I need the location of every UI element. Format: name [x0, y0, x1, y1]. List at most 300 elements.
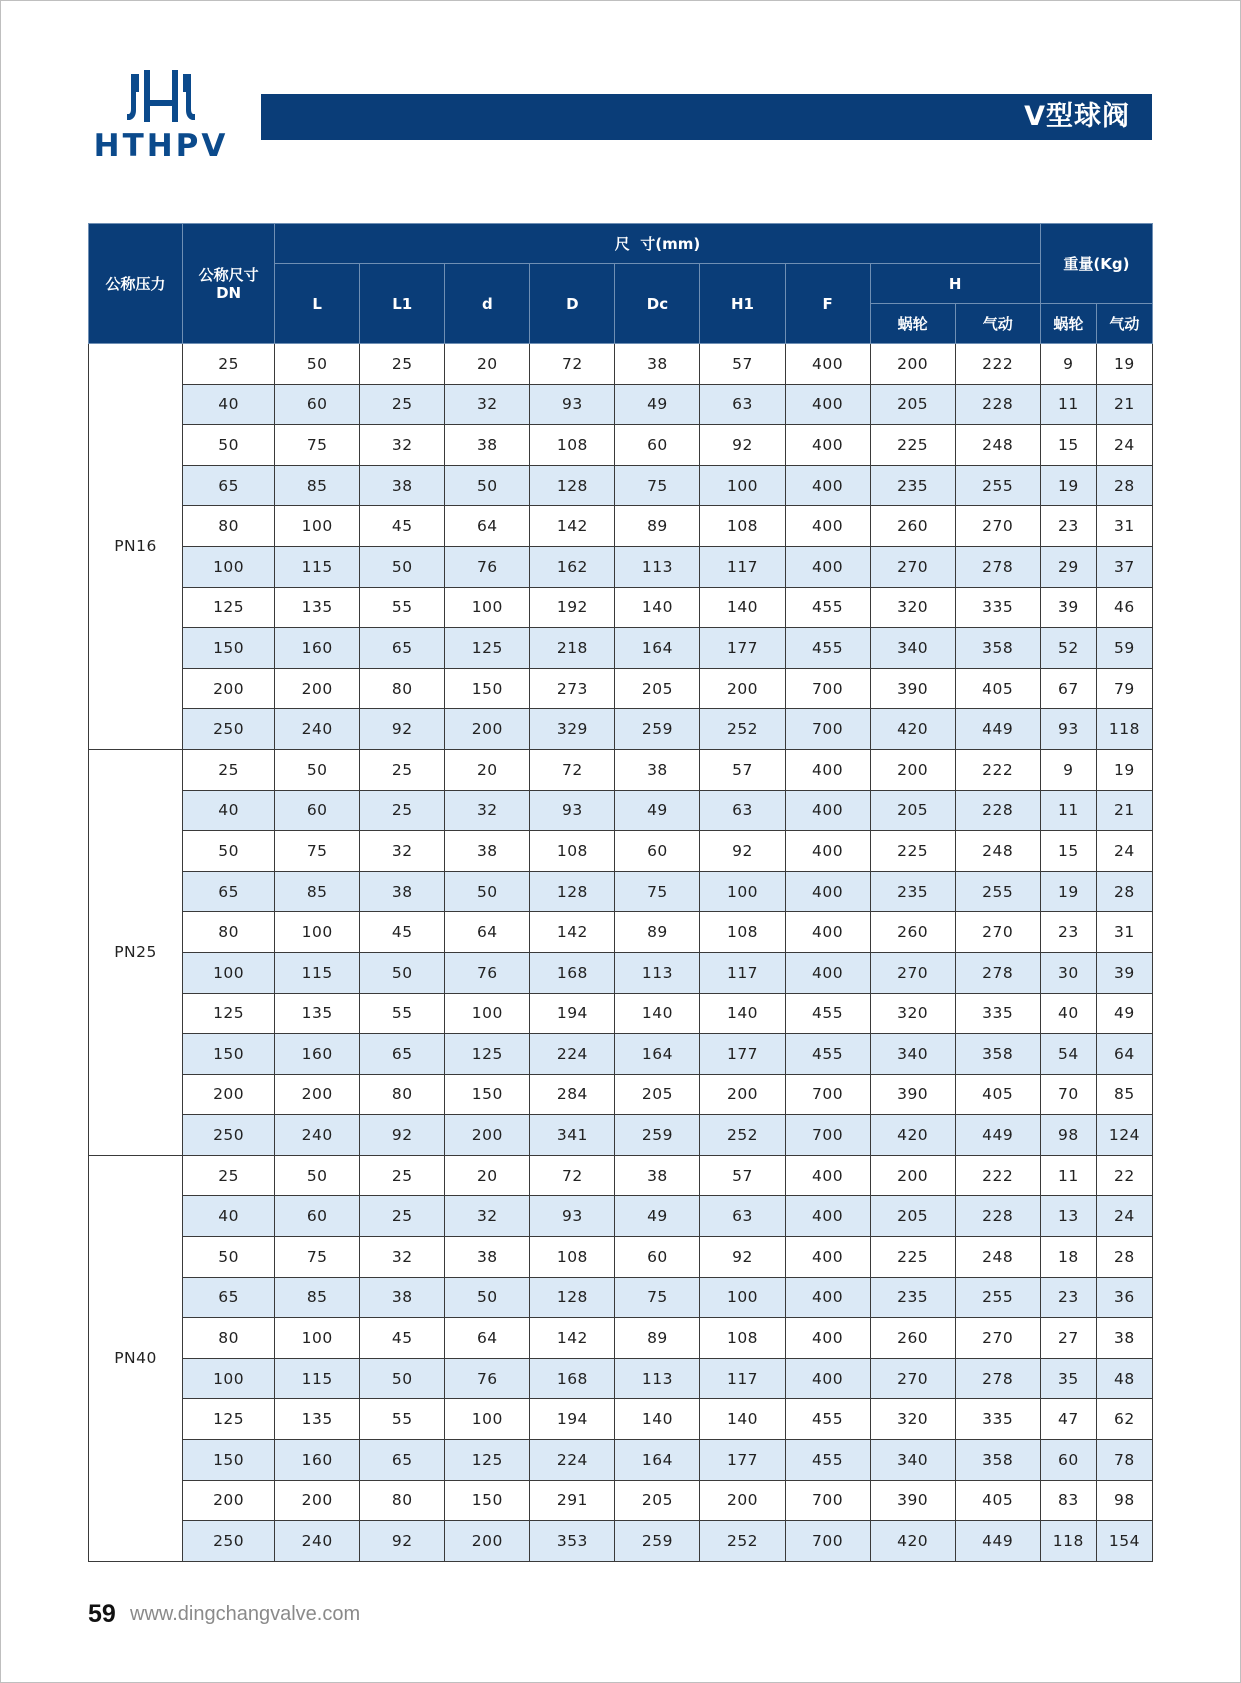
table-cell: 65 [183, 871, 275, 912]
table-cell: 75 [615, 1277, 700, 1318]
table-cell: 38 [615, 344, 700, 385]
table-cell: 140 [700, 587, 785, 628]
table-cell: 140 [700, 1399, 785, 1440]
table-cell: 20 [445, 749, 530, 790]
table-cell: 278 [955, 1358, 1040, 1399]
table-cell: 320 [870, 993, 955, 1034]
table-cell: 64 [445, 506, 530, 547]
table-row [89, 506, 1153, 547]
table-cell: 108 [700, 1318, 785, 1359]
table-cell: 11 [1040, 790, 1096, 831]
table-cell: 222 [955, 344, 1040, 385]
table-cell: 455 [785, 587, 870, 628]
table-cell: 113 [615, 952, 700, 993]
table-cell: 222 [955, 1155, 1040, 1196]
table-cell: 250 [183, 1115, 275, 1156]
page-title: V型球阀 [1024, 101, 1130, 132]
table-cell: 449 [955, 709, 1040, 750]
table-cell: 93 [530, 1196, 615, 1237]
logo-text: HTHPV [93, 128, 229, 164]
table-cell: 100 [445, 993, 530, 1034]
table-cell: 270 [870, 952, 955, 993]
table-cell: 400 [785, 506, 870, 547]
table-cell: 49 [1096, 993, 1152, 1034]
table-cell: 92 [700, 1237, 785, 1278]
table-cell: 100 [275, 506, 360, 547]
table-cell: 218 [530, 628, 615, 669]
table-cell: 31 [1096, 506, 1152, 547]
table-cell: 192 [530, 587, 615, 628]
table-cell: 63 [700, 790, 785, 831]
table-cell: 108 [530, 1237, 615, 1278]
header-W-pneu: 气动 [1096, 304, 1152, 344]
table-row [89, 1155, 1153, 1196]
table-row [89, 831, 1153, 872]
table-cell: 38 [360, 465, 445, 506]
table-cell: 400 [785, 546, 870, 587]
table-cell: 100 [183, 952, 275, 993]
table-cell: 80 [360, 1074, 445, 1115]
table-cell: 400 [785, 1318, 870, 1359]
table-cell: 85 [1096, 1074, 1152, 1115]
table-cell: 200 [870, 1155, 955, 1196]
table-cell: 125 [183, 993, 275, 1034]
table-cell: 194 [530, 993, 615, 1034]
table-cell: 60 [615, 1237, 700, 1278]
table-cell: 205 [615, 668, 700, 709]
table-cell: 390 [870, 1480, 955, 1521]
table-cell: 92 [700, 425, 785, 466]
header-dn-line2: DN [216, 283, 242, 302]
table-row [89, 912, 1153, 953]
table-cell: 400 [785, 831, 870, 872]
table-cell: 100 [275, 912, 360, 953]
table-cell: 228 [955, 1196, 1040, 1237]
table-cell: 98 [1096, 1480, 1152, 1521]
table-cell: 224 [530, 1440, 615, 1481]
table-cell: 405 [955, 1074, 1040, 1115]
table-cell: 260 [870, 506, 955, 547]
table-cell: 98 [1040, 1115, 1096, 1156]
table-cell: 235 [870, 465, 955, 506]
table-cell: 400 [785, 1196, 870, 1237]
table-cell: 335 [955, 587, 1040, 628]
table-cell: 38 [445, 425, 530, 466]
table-cell: 55 [360, 993, 445, 1034]
table-row [89, 587, 1153, 628]
table-cell: 24 [1096, 425, 1152, 466]
header-L: L [275, 264, 360, 344]
table-cell: 25 [360, 749, 445, 790]
table-cell: 48 [1096, 1358, 1152, 1399]
logo-mark-icon [86, 70, 236, 128]
table-cell: 76 [445, 952, 530, 993]
header-d: d [445, 264, 530, 344]
table-cell: 125 [445, 628, 530, 669]
table-cell: 177 [700, 1440, 785, 1481]
table-cell: 160 [275, 1034, 360, 1075]
table-cell: 54 [1040, 1034, 1096, 1075]
table-cell: 390 [870, 668, 955, 709]
table-cell: 40 [183, 790, 275, 831]
table-cell: 62 [1096, 1399, 1152, 1440]
table-cell: 22 [1096, 1155, 1152, 1196]
table-cell: 108 [700, 912, 785, 953]
table-cell: 50 [183, 831, 275, 872]
table-cell: 25 [360, 384, 445, 425]
table-cell: 85 [275, 871, 360, 912]
table-cell: 25 [360, 344, 445, 385]
table-cell: 31 [1096, 912, 1152, 953]
table-cell: 160 [275, 1440, 360, 1481]
table-cell: 19 [1096, 344, 1152, 385]
table-cell: 235 [870, 871, 955, 912]
table-cell: 49 [615, 1196, 700, 1237]
table-cell: 140 [615, 993, 700, 1034]
table-cell: 24 [1096, 1196, 1152, 1237]
table-cell: 32 [445, 384, 530, 425]
table-cell: 420 [870, 709, 955, 750]
table-cell: 80 [183, 912, 275, 953]
table-cell: 140 [615, 587, 700, 628]
table-cell: 353 [530, 1521, 615, 1562]
table-cell: 200 [445, 709, 530, 750]
table-cell: 38 [615, 749, 700, 790]
table-cell: 270 [870, 546, 955, 587]
table-cell: 64 [1096, 1034, 1152, 1075]
table-cell: 19 [1040, 871, 1096, 912]
table-cell: 57 [700, 749, 785, 790]
table-row [89, 709, 1153, 750]
table-cell: 455 [785, 1034, 870, 1075]
table-cell: 255 [955, 871, 1040, 912]
table-cell: 455 [785, 628, 870, 669]
table-cell: 335 [955, 993, 1040, 1034]
table-cell: 205 [615, 1480, 700, 1521]
table-cell: 20 [445, 1155, 530, 1196]
table-cell: 72 [530, 749, 615, 790]
header-H1: H1 [700, 264, 785, 344]
table-cell: 200 [700, 1074, 785, 1115]
table-cell: 194 [530, 1399, 615, 1440]
table-cell: 92 [360, 1521, 445, 1562]
table-cell: 60 [275, 790, 360, 831]
table-cell: 125 [445, 1034, 530, 1075]
table-cell: 108 [530, 425, 615, 466]
table-cell: 36 [1096, 1277, 1152, 1318]
table-cell: 200 [275, 1480, 360, 1521]
table-cell: 46 [1096, 587, 1152, 628]
table-cell: 240 [275, 1521, 360, 1562]
table-cell: 117 [700, 952, 785, 993]
table-cell: 25 [183, 1155, 275, 1196]
table-cell: 52 [1040, 628, 1096, 669]
table-cell: 45 [360, 912, 445, 953]
table-cell: 25 [183, 749, 275, 790]
table-row [89, 1358, 1153, 1399]
table-cell: 30 [1040, 952, 1096, 993]
table-cell: 449 [955, 1115, 1040, 1156]
table-cell: 270 [955, 506, 1040, 547]
table-cell: 115 [275, 952, 360, 993]
table-cell: 125 [183, 1399, 275, 1440]
table-cell: 113 [615, 546, 700, 587]
table-cell: 37 [1096, 546, 1152, 587]
table-cell: 13 [1040, 1196, 1096, 1237]
table-cell: 40 [183, 384, 275, 425]
table-cell: 50 [183, 425, 275, 466]
table-cell: 50 [183, 1237, 275, 1278]
table-cell: 108 [700, 506, 785, 547]
table-cell: 341 [530, 1115, 615, 1156]
table-cell: 29 [1040, 546, 1096, 587]
table-cell: 449 [955, 1521, 1040, 1562]
table-cell: 45 [360, 506, 445, 547]
table-cell: 128 [530, 465, 615, 506]
table-row [89, 1399, 1153, 1440]
brand-logo [86, 70, 236, 166]
pressure-class-cell: PN40 [89, 1155, 183, 1561]
table-cell: 75 [615, 871, 700, 912]
table-cell: 420 [870, 1521, 955, 1562]
header-W-worm: 蜗轮 [1040, 304, 1096, 344]
table-row [89, 790, 1153, 831]
table-row [89, 1440, 1153, 1481]
table-row [89, 993, 1153, 1034]
table-cell: 85 [275, 465, 360, 506]
table-cell: 142 [530, 506, 615, 547]
table-cell: 400 [785, 344, 870, 385]
table-cell: 72 [530, 344, 615, 385]
header-pressure: 公称压力 [89, 224, 183, 344]
table-cell: 259 [615, 1115, 700, 1156]
table-cell: 200 [275, 1074, 360, 1115]
table-cell: 50 [275, 1155, 360, 1196]
table-cell: 228 [955, 384, 1040, 425]
table-cell: 200 [275, 668, 360, 709]
table-cell: 270 [870, 1358, 955, 1399]
table-cell: 18 [1040, 1237, 1096, 1278]
table-cell: 273 [530, 668, 615, 709]
table-cell: 700 [785, 709, 870, 750]
table-cell: 400 [785, 465, 870, 506]
table-cell: 164 [615, 628, 700, 669]
table-cell: 142 [530, 912, 615, 953]
table-cell: 200 [183, 1480, 275, 1521]
table-cell: 32 [360, 425, 445, 466]
table-cell: 115 [275, 1358, 360, 1399]
table-cell: 75 [275, 1237, 360, 1278]
table-cell: 284 [530, 1074, 615, 1115]
table-cell: 65 [183, 465, 275, 506]
table-cell: 154 [1096, 1521, 1152, 1562]
table-cell: 200 [183, 1074, 275, 1115]
table-cell: 80 [183, 506, 275, 547]
table-cell: 50 [275, 749, 360, 790]
table-cell: 225 [870, 831, 955, 872]
table-cell: 252 [700, 1521, 785, 1562]
header-H: H [870, 264, 1040, 304]
header-L1: L1 [360, 264, 445, 344]
table-cell: 400 [785, 912, 870, 953]
table-cell: 100 [700, 465, 785, 506]
table-cell: 70 [1040, 1074, 1096, 1115]
table-cell: 100 [445, 587, 530, 628]
table-row [89, 668, 1153, 709]
table-row [89, 871, 1153, 912]
table-cell: 235 [870, 1277, 955, 1318]
table-cell: 50 [360, 952, 445, 993]
table-cell: 329 [530, 709, 615, 750]
table-cell: 49 [615, 384, 700, 425]
table-cell: 92 [360, 1115, 445, 1156]
table-row [89, 425, 1153, 466]
table-cell: 100 [700, 871, 785, 912]
table-cell: 150 [445, 668, 530, 709]
table-cell: 177 [700, 1034, 785, 1075]
table-cell: 255 [955, 465, 1040, 506]
pressure-class-cell: PN16 [89, 344, 183, 750]
table-cell: 117 [700, 1358, 785, 1399]
table-cell: 248 [955, 831, 1040, 872]
table-cell: 135 [275, 993, 360, 1034]
table-cell: 100 [275, 1318, 360, 1359]
table-cell: 83 [1040, 1480, 1096, 1521]
table-row [89, 1480, 1153, 1521]
table-cell: 400 [785, 1155, 870, 1196]
table-cell: 60 [275, 1196, 360, 1237]
table-cell: 150 [445, 1074, 530, 1115]
table-cell: 115 [275, 546, 360, 587]
table-cell: 64 [445, 912, 530, 953]
table-cell: 250 [183, 1521, 275, 1562]
table-cell: 260 [870, 912, 955, 953]
table-cell: 80 [360, 668, 445, 709]
table-cell: 78 [1096, 1440, 1152, 1481]
table-cell: 150 [183, 628, 275, 669]
table-cell: 100 [183, 546, 275, 587]
table-cell: 28 [1096, 871, 1152, 912]
table-cell: 79 [1096, 668, 1152, 709]
table-cell: 135 [275, 587, 360, 628]
table-cell: 15 [1040, 831, 1096, 872]
table-cell: 420 [870, 1115, 955, 1156]
table-cell: 9 [1040, 344, 1096, 385]
table-cell: 270 [955, 1318, 1040, 1359]
table-cell: 260 [870, 1318, 955, 1359]
table-cell: 27 [1040, 1318, 1096, 1359]
table-cell: 59 [1096, 628, 1152, 669]
table-cell: 200 [870, 344, 955, 385]
table-cell: 225 [870, 1237, 955, 1278]
footer-url: www.dingchangvalve.com [130, 1603, 361, 1625]
table-row [89, 1034, 1153, 1075]
table-cell: 38 [615, 1155, 700, 1196]
table-cell: 38 [445, 1237, 530, 1278]
table-cell: 125 [445, 1440, 530, 1481]
table-cell: 400 [785, 952, 870, 993]
table-cell: 259 [615, 709, 700, 750]
table-cell: 11 [1040, 1155, 1096, 1196]
table-cell: 9 [1040, 749, 1096, 790]
table-row [89, 1521, 1153, 1562]
page-number: 59 [88, 1600, 116, 1628]
table-cell: 228 [955, 790, 1040, 831]
table-cell: 80 [183, 1318, 275, 1359]
table-cell: 162 [530, 546, 615, 587]
table-cell: 135 [275, 1399, 360, 1440]
table-cell: 21 [1096, 790, 1152, 831]
table-row [89, 1318, 1153, 1359]
table-cell: 20 [445, 344, 530, 385]
table-cell: 335 [955, 1399, 1040, 1440]
table-cell: 400 [785, 425, 870, 466]
table-cell: 400 [785, 749, 870, 790]
table-cell: 19 [1096, 749, 1152, 790]
table-cell: 40 [1040, 993, 1096, 1034]
table-cell: 50 [445, 465, 530, 506]
table-cell: 55 [360, 587, 445, 628]
table-cell: 128 [530, 1277, 615, 1318]
table-cell: 65 [183, 1277, 275, 1318]
table-cell: 11 [1040, 384, 1096, 425]
table-cell: 150 [445, 1480, 530, 1521]
table-cell: 21 [1096, 384, 1152, 425]
table-cell: 150 [183, 1440, 275, 1481]
table-cell: 19 [1040, 465, 1096, 506]
table-cell: 358 [955, 1034, 1040, 1075]
table-cell: 23 [1040, 912, 1096, 953]
table-row [89, 952, 1153, 993]
table-cell: 128 [530, 871, 615, 912]
table-cell: 100 [700, 1277, 785, 1318]
table-row [89, 1277, 1153, 1318]
table-cell: 400 [785, 1358, 870, 1399]
table-cell: 60 [615, 425, 700, 466]
table-cell: 80 [360, 1480, 445, 1521]
table-cell: 320 [870, 1399, 955, 1440]
table-cell: 32 [360, 831, 445, 872]
table-cell: 358 [955, 628, 1040, 669]
table-cell: 15 [1040, 425, 1096, 466]
table-cell: 250 [183, 709, 275, 750]
table-cell: 39 [1040, 587, 1096, 628]
table-cell: 455 [785, 993, 870, 1034]
table-cell: 92 [700, 831, 785, 872]
table-cell: 140 [615, 1399, 700, 1440]
spec-table-body [89, 344, 1153, 1562]
table-cell: 75 [275, 831, 360, 872]
table-cell: 39 [1096, 952, 1152, 993]
table-cell: 358 [955, 1440, 1040, 1481]
table-cell: 200 [445, 1115, 530, 1156]
table-cell: 28 [1096, 1237, 1152, 1278]
table-cell: 38 [445, 831, 530, 872]
table-cell: 700 [785, 1115, 870, 1156]
table-cell: 50 [445, 1277, 530, 1318]
table-cell: 248 [955, 425, 1040, 466]
header-Dc: Dc [615, 264, 700, 344]
table-cell: 93 [530, 790, 615, 831]
table-cell: 32 [445, 790, 530, 831]
table-cell: 142 [530, 1318, 615, 1359]
table-cell: 100 [183, 1358, 275, 1399]
table-cell: 50 [445, 871, 530, 912]
table-cell: 25 [183, 344, 275, 385]
table-cell: 200 [870, 749, 955, 790]
table-cell: 93 [1040, 709, 1096, 750]
header-F: F [785, 264, 870, 344]
